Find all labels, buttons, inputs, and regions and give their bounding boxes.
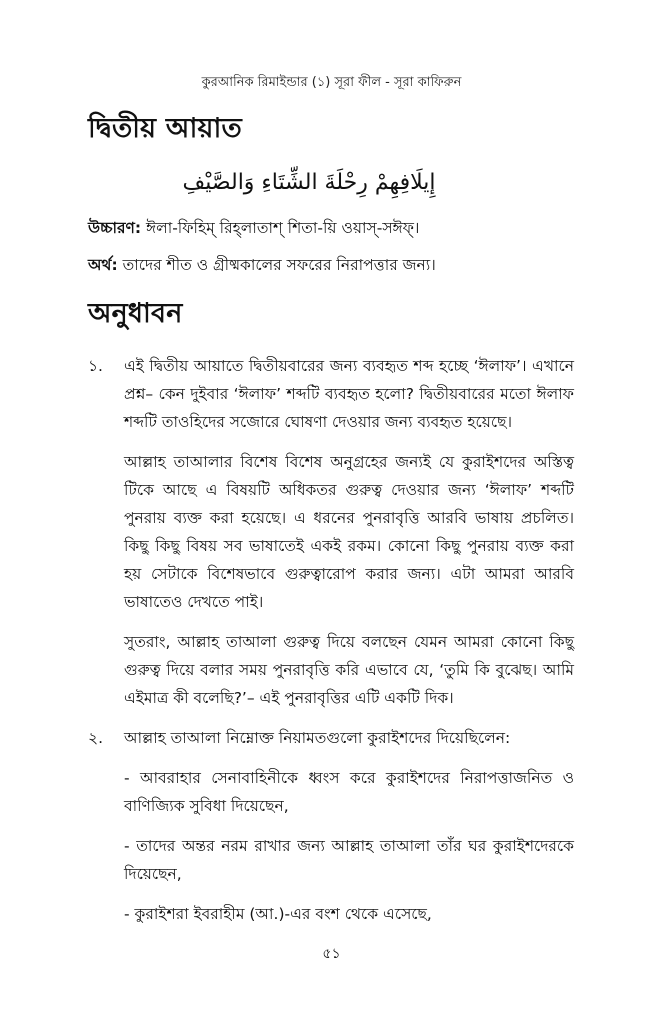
section-title-reflection: অনুধাবন — [88, 298, 183, 329]
pronunciation-line — [88, 215, 574, 241]
meaning-line — [88, 252, 574, 278]
pronunciation-text: ঈলা-ফিহিম্ রিহ্‌লাতাশ্ শিতা-য়ি ওয়াস্-সঈফ্। — [141, 219, 420, 237]
list-item — [88, 724, 574, 928]
paragraph: - তাদের অন্তর নরম রাখার জন্য আল্লাহ তাআলা তাঁর ঘর কুরাইশদেরকে দিয়েছেন, — [124, 837, 574, 883]
meaning-label: অর্থ: — [88, 256, 118, 274]
paragraph: - আবরাহার সেনাবাহিনীকে ধ্বংস করে কুরাইশদের নিরাপত্তাজনিত ও বাণিজ্যিক সুবিধা দিয়েছেন, — [124, 769, 574, 815]
paragraph: - কুরাইশরা ইবরাহীম (আ.)-এর বংশ থেকে এসেছে, — [124, 905, 432, 923]
page-number: ৫১ — [322, 946, 341, 962]
paragraph: আল্লাহ তাআলা নিম্নোক্ত নিয়ামতগুলো কুরাইশদের দিয়েছিলেন: — [124, 729, 511, 747]
list-item-number: ১. — [88, 357, 103, 375]
list-item — [88, 352, 574, 712]
paragraph: এই দ্বিতীয় আয়াতে দ্বিতীয়বারের জন্য ব্যবহৃত শব্দ হচ্ছে ‘ঈলাফ’। এখানে প্রশ্ন– কেন দুইবার ‘ঈলাফ’ শব্দটি ব্যবহৃত হলো? দ্বিতীয়বারের মতো ঈলাফ শব্দটি তাওহিদের সজোরে ঘোষণা দেওয়ার জন্য ব্যবহৃত হয়েছে। — [124, 357, 574, 431]
paragraph: সুতরাং, আল্লাহ তাআলা গুরুত্ব দিয়ে বলছেন যেমন আমরা কোনো কিছু গুরুত্ব দিয়ে বলার সময় পুনরাবৃত্তি করি এভাবে যে, ‘তুমি কি বুঝেছ। আমি এইমাত্র কী বলেছি?’– এই পুনরাবৃত্তির এটি একটি দিক। — [124, 633, 574, 707]
pronunciation-label: উচ্চারণ: — [88, 219, 142, 237]
list-item-number: ২. — [88, 729, 104, 747]
paragraph: আল্লাহ তাআলার বিশেষ বিশেষ অনুগ্রহের জন্যই যে কুরাইশদের অস্তিত্ব টিকে আছে এ বিষয়টি অধিকতর গুরুত্ব দেওয়ার জন্য ‘ঈলাফ’ শব্দটি পুনরায় ব্যক্ত করা হয়েছে। এ ধরনের পুনরাবৃত্তি আরবি ভাষায় প্রচলিত। কিছু কিছু বিষয় সব ভাষাতেই একই রকম। কোনো কিছু পুনরায় ব্যক্ত করা হয় সেটাকে বিশেষভাবে গুরুত্বারোপ করার জন্য। এটা আমরা আরবি ভাষাতেও দেখতে পাই। — [124, 453, 574, 611]
running-header: কুরআনিক রিমাইন্ডার (১) সূরা ফীল - সূরা কাফিরুন — [201, 75, 462, 90]
arabic-verse: إِيلَافِهِمْ رِحْلَةَ الشِّتَاءِ وَالصَّيْفِ — [182, 170, 436, 195]
meaning-text: তাদের শীত ও গ্রীষ্মকালের সফরের নিরাপত্তার জন্য। — [117, 256, 436, 274]
reflection-list — [88, 352, 574, 938]
section-title-second-verse: দ্বিতীয় আয়াত — [88, 113, 242, 144]
